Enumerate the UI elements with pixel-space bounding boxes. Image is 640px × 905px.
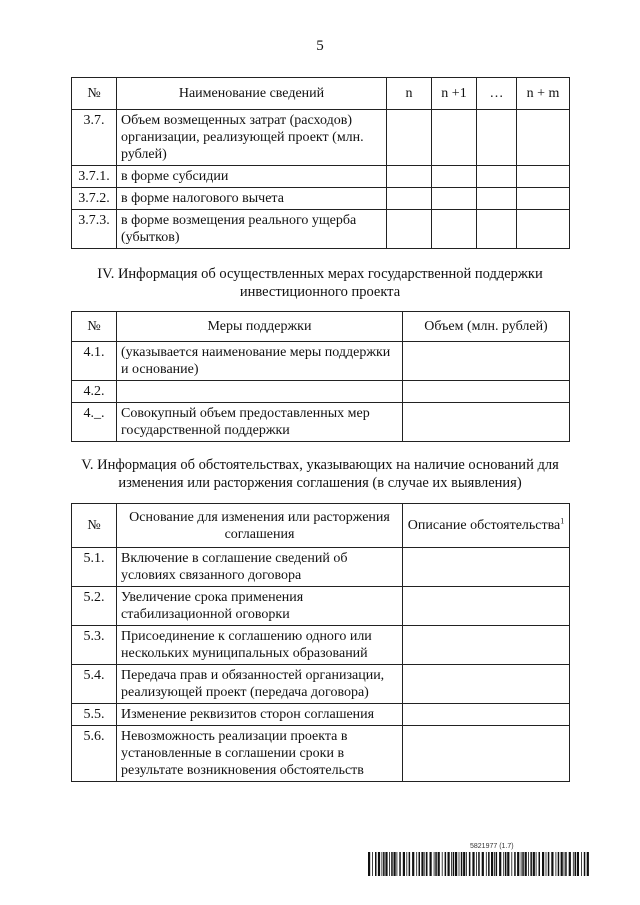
cell-n <box>387 210 432 249</box>
table-row <box>72 342 570 381</box>
cell-n <box>387 110 432 166</box>
col-header-n1: n +1 <box>432 78 477 110</box>
col-header-number: № <box>72 504 117 548</box>
row-name: Передача прав и обязанностей организации, реализующей проект (передача договора) <box>117 665 403 704</box>
row-name: Объем возмещенных затрат (расходов) организации, реализующей проект (млн. рублей) <box>117 110 387 166</box>
col-header-grounds: Основание для изменения или расторжения соглашения <box>117 504 403 548</box>
cell-volume <box>403 342 570 381</box>
row-name <box>117 381 403 403</box>
col-header-name: Наименование сведений <box>117 78 387 110</box>
cell-description <box>403 626 570 665</box>
cell-ellipsis <box>477 188 517 210</box>
row-number: 5.4. <box>72 665 117 704</box>
table-row <box>72 110 570 166</box>
cell-n1 <box>432 188 477 210</box>
table-row <box>72 665 570 704</box>
col-header-number: № <box>72 312 117 342</box>
cell-n1 <box>432 166 477 188</box>
table-row <box>72 587 570 626</box>
cell-n1 <box>432 110 477 166</box>
col-header-ellipsis: … <box>477 78 517 110</box>
row-name: Включение в соглашение сведений об условиях связанного договора <box>117 548 403 587</box>
barcode <box>368 852 590 876</box>
row-number: 3.7.3. <box>72 210 117 249</box>
cell-ellipsis <box>477 210 517 249</box>
row-name: (указывается наименование меры поддержки и основание) <box>117 342 403 381</box>
row-number: 5.1. <box>72 548 117 587</box>
row-name: в форме субсидии <box>117 166 387 188</box>
cell-description <box>403 587 570 626</box>
table-row <box>72 403 570 442</box>
footnote-mark: 1 <box>560 516 565 526</box>
row-number: 4.2. <box>72 381 117 403</box>
cell-ellipsis <box>477 110 517 166</box>
cell-volume <box>403 403 570 442</box>
table-row <box>72 704 570 726</box>
row-name: Изменение реквизитов сторон соглашения <box>117 704 403 726</box>
row-name: в форме возмещения реального ущерба (убытков) <box>117 210 387 249</box>
table-row <box>72 626 570 665</box>
table-row <box>72 726 570 782</box>
row-number: 3.7.1. <box>72 166 117 188</box>
cell-description <box>403 665 570 704</box>
col-header-description <box>403 504 570 548</box>
row-number: 5.3. <box>72 626 117 665</box>
cell-volume <box>403 381 570 403</box>
section-5-title: V. Информация об обстоятельствах, указывающих на наличие оснований для изменения или расторжения соглашения (в случае их выявления) <box>81 457 559 491</box>
table-row <box>72 381 570 403</box>
row-number: 5.6. <box>72 726 117 782</box>
row-name: Совокупный объем предоставленных мер государственной поддержки <box>117 403 403 442</box>
page-number: 5 <box>316 38 324 54</box>
table-grounds-for-change <box>71 503 570 782</box>
col-header-nm: n + m <box>517 78 570 110</box>
cell-nm <box>517 166 570 188</box>
cell-n1 <box>432 210 477 249</box>
cell-n <box>387 188 432 210</box>
row-number: 4._. <box>72 403 117 442</box>
row-number: 5.5. <box>72 704 117 726</box>
cell-description <box>403 704 570 726</box>
row-name: Присоединение к соглашению одного или нескольких муниципальных образований <box>117 626 403 665</box>
row-name: в форме налогового вычета <box>117 188 387 210</box>
cell-description <box>403 726 570 782</box>
barcode-caption: 5821977 (1.7) <box>470 843 514 850</box>
row-number: 3.7. <box>72 110 117 166</box>
cell-nm <box>517 188 570 210</box>
row-number: 3.7.2. <box>72 188 117 210</box>
row-name: Увеличение срока применения стабилизационной оговорки <box>117 587 403 626</box>
cell-nm <box>517 110 570 166</box>
col-header-number: № <box>72 78 117 110</box>
table-row <box>72 210 570 249</box>
table-row <box>72 188 570 210</box>
table-investment-costs <box>71 77 570 249</box>
row-name: Невозможность реализации проекта в установленные в соглашении сроки в результате возникновения обстоятельств <box>117 726 403 782</box>
table-support-measures <box>71 311 570 442</box>
col-header-n: n <box>387 78 432 110</box>
section-4-title: IV. Информация об осуществленных мерах государственной поддержки инвестиционного проекта <box>97 266 543 300</box>
row-number: 5.2. <box>72 587 117 626</box>
table-row <box>72 166 570 188</box>
col-header-description-label: Описание обстоятельства <box>407 518 561 533</box>
table-row <box>72 548 570 587</box>
cell-nm <box>517 210 570 249</box>
row-number: 4.1. <box>72 342 117 381</box>
col-header-measures: Меры поддержки <box>117 312 403 342</box>
cell-description <box>403 548 570 587</box>
cell-ellipsis <box>477 166 517 188</box>
cell-n <box>387 166 432 188</box>
col-header-volume: Объем (млн. рублей) <box>403 312 570 342</box>
